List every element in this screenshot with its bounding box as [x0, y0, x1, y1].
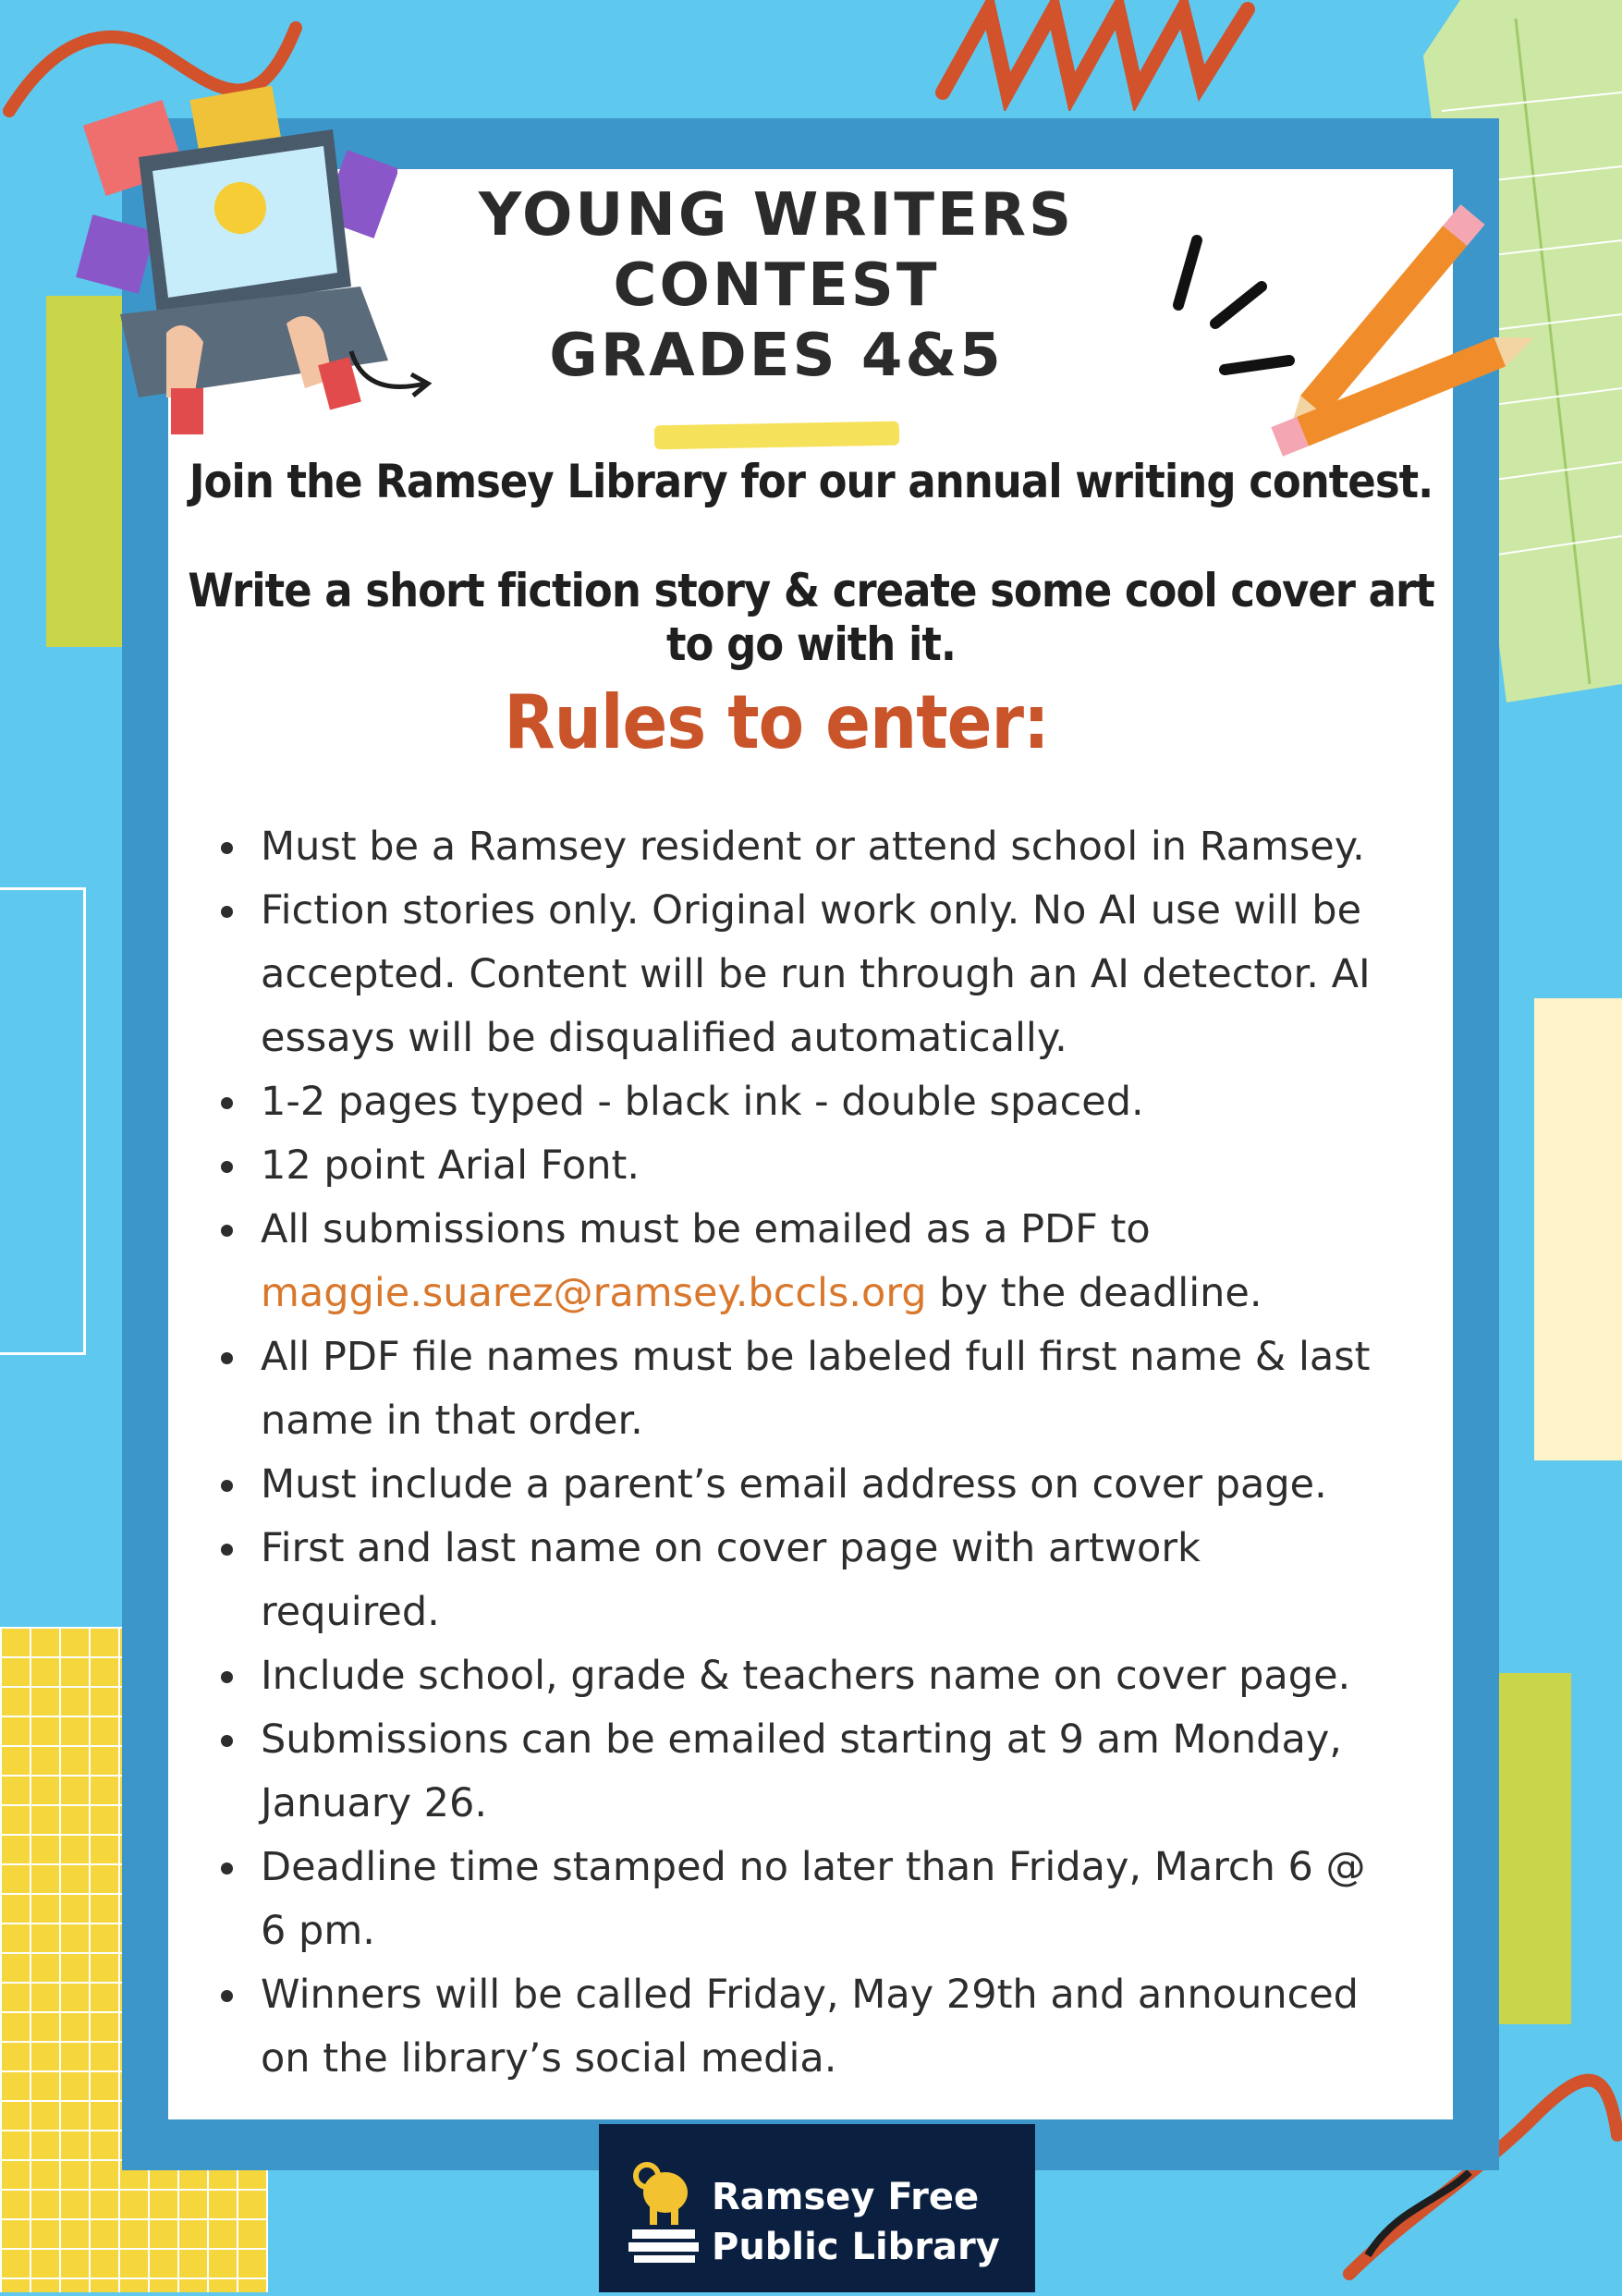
library-logo: [599, 2124, 1035, 2292]
rule-item: 1-2 pages typed - black ink - double spaced.: [217, 1070, 1391, 1134]
intro-line-1: Join the Ramsey Library for our annual writing contest.: [189, 455, 1433, 508]
highlight-stroke-decoration: [654, 421, 899, 450]
rule-item: Submissions can be emailed starting at 9 am Monday, January 26.: [217, 1708, 1391, 1836]
rules-heading: Rules to enter:: [504, 679, 1049, 765]
scribble-top-center-decoration: [933, 0, 1322, 111]
library-name: [712, 2172, 1000, 2272]
rule-item: Must be a Ramsey resident or attend school in Ramsey.: [217, 815, 1391, 879]
rule-item: Must include a parent’s email address on cover page.: [217, 1453, 1391, 1517]
title-line-1: YOUNG WRITERS: [478, 181, 1075, 250]
rule-item: Fiction stories only. Original work only. No AI use will be accepted. Content will be run through an AI detector. AI essays will be disqualified automatically.: [217, 879, 1391, 1070]
rules-list: [217, 815, 1391, 2091]
pencils-illustration: [1238, 148, 1571, 481]
rule-email-intro: All submissions must be emailed as a PDF to: [261, 1206, 1151, 1252]
library-name-line-2: Public Library: [712, 2226, 1000, 2268]
title-line-3: GRADES 4&5: [549, 322, 1004, 390]
rule-item: First and last name on cover page with artwork required.: [217, 1517, 1391, 1644]
email-link[interactable]: maggie.suarez@ramsey.bccls.org: [261, 1270, 927, 1316]
rule-email-suffix: by the deadline.: [926, 1270, 1262, 1316]
notepad-left-decoration: [0, 887, 86, 1355]
rule-item-email: [217, 1198, 1391, 1325]
library-name-line-1: Ramsey Free: [712, 2176, 980, 2218]
ram-icon: [627, 2154, 701, 2265]
rule-item: 12 point Arial Font.: [217, 1134, 1391, 1198]
poster-title: [407, 180, 1146, 391]
rule-item: Deadline time stamped no later than Friday, March 6 @ 6 pm.: [217, 1836, 1391, 1963]
intro-line-2: Write a short fiction story & create some cool cover art to go with it.: [188, 564, 1434, 671]
sticky-note-right-decoration: [1534, 998, 1622, 1460]
title-line-2: CONTEST: [613, 251, 940, 320]
rule-item: Include school, grade & teachers name on cover page.: [217, 1644, 1391, 1708]
rule-item: All PDF file names must be labeled full first name & last name in that order.: [217, 1325, 1391, 1453]
rule-item: Winners will be called Friday, May 29th and announced on the library’s social media.: [217, 1963, 1391, 2091]
